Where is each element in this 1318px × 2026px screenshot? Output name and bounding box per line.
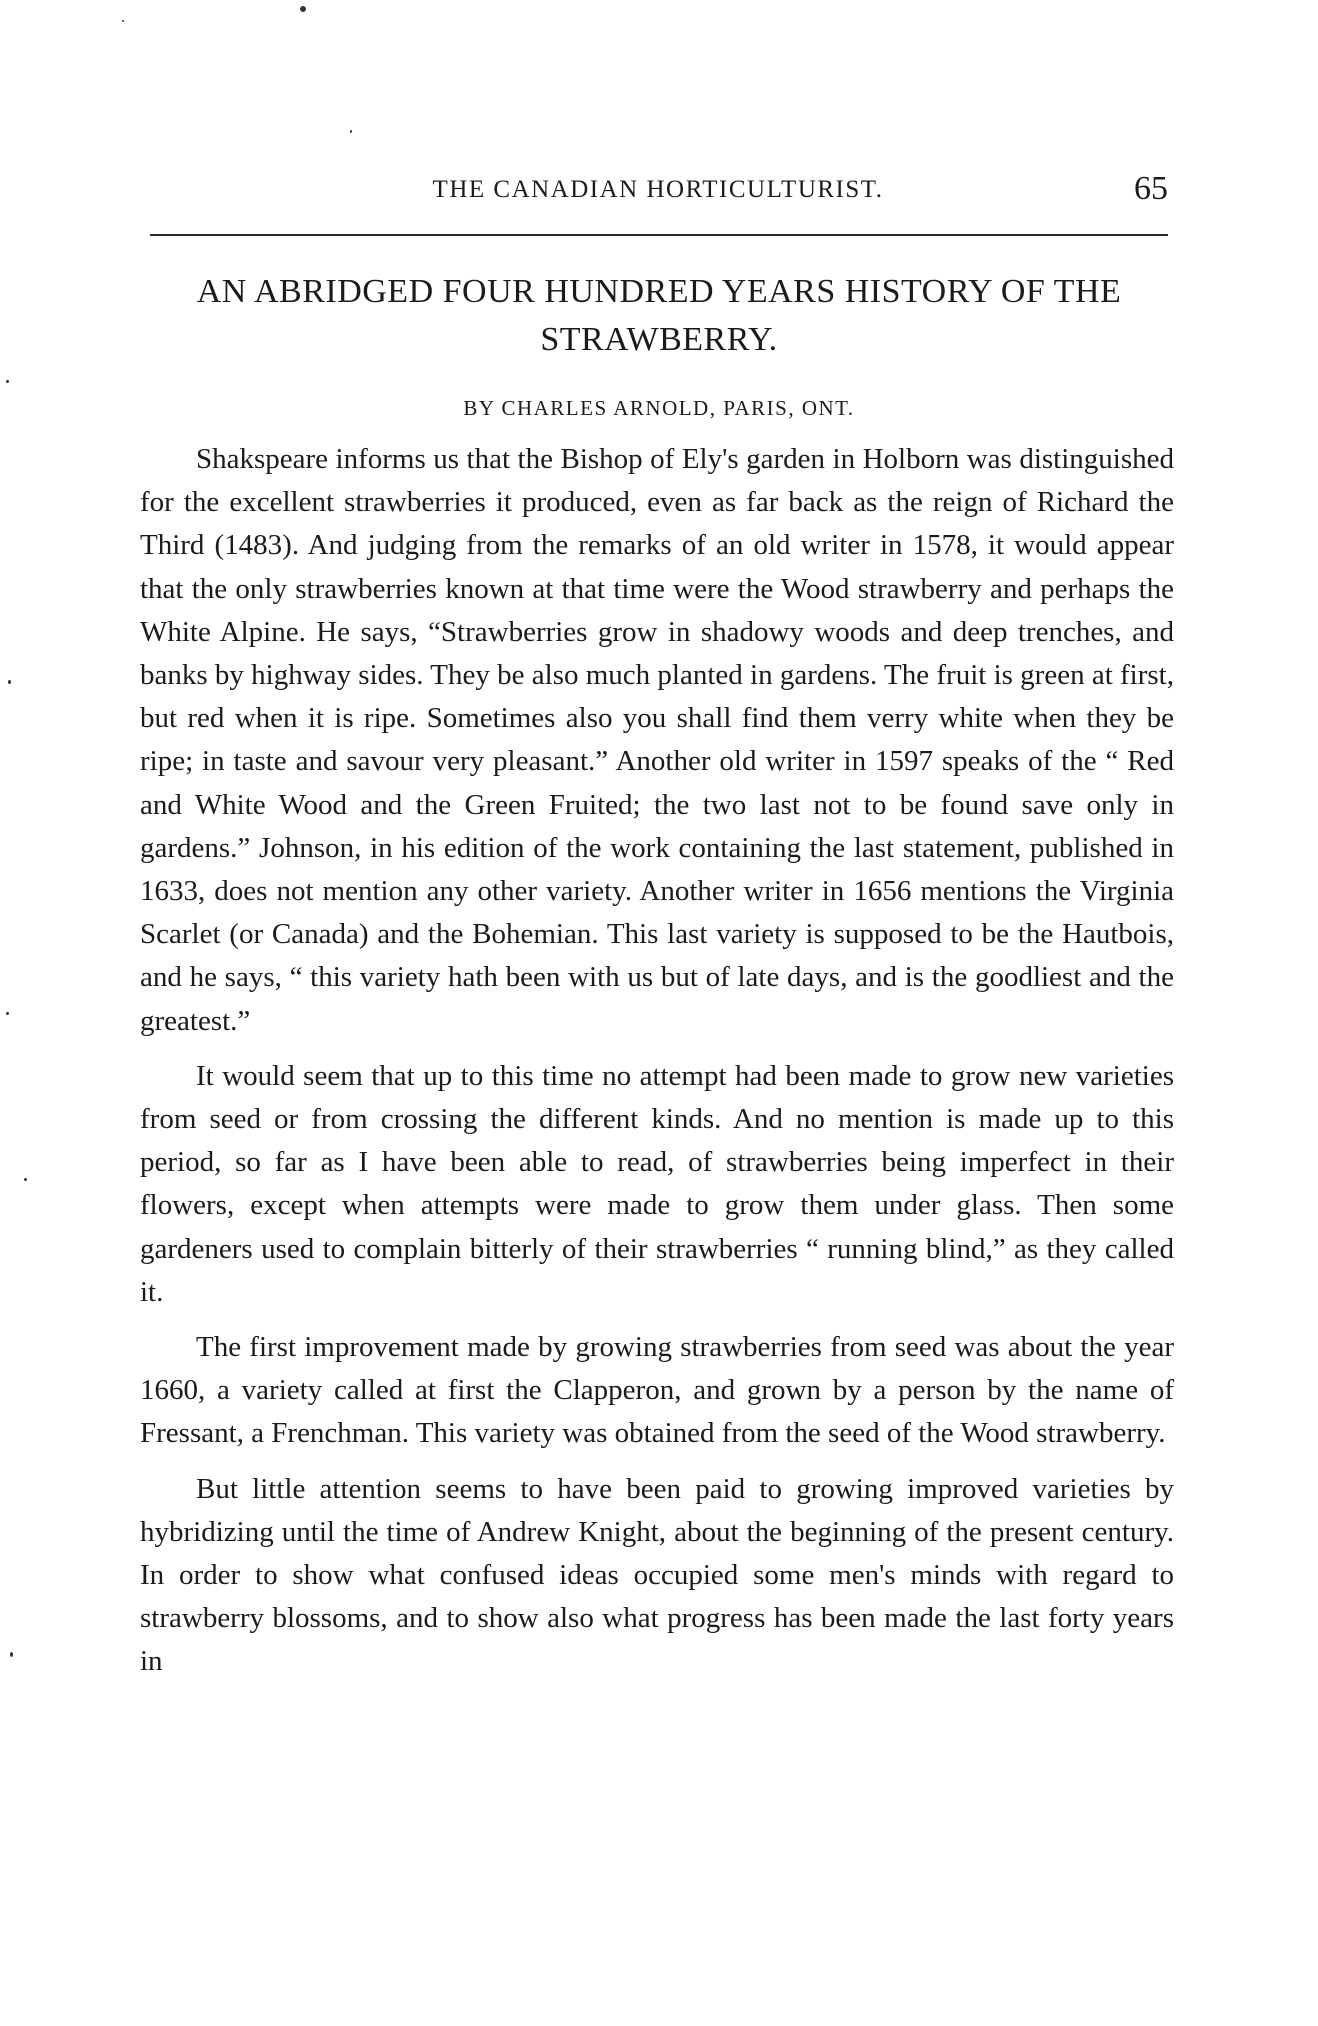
paragraph: The first improvement made by growing strawberries from seed was about the year 1660, a variety called at first the Clapperon, and grown by a person by the name of Fressant, a Frenchman. This variety was obtained from the seed of the Wood strawberry. xyxy=(140,1331,1174,1450)
article-byline: BY CHARLES ARNOLD, PARIS, ONT. xyxy=(463,396,855,420)
paragraph: But little attention seems to have been paid to growing improved varieties by hybridizing until the time of Andrew Knight, about the beginning of the present century. In order to show what confused ideas occupied some men's minds with regard to strawberry blossoms, and to show also what progress has been made the last forty years in xyxy=(140,1472,1174,1678)
paragraph: It would seem that up to this time no attempt had been made to grow new varieties from seed or from crossing the different kinds. And no mention is made up to this period, so far as I have been able to read, of strawberries being imperfect in their flowers, except when attempts were made to grow them under glass. Then some gardeners used to complain bitterly of their strawberries “ running blind,” as they called it. xyxy=(140,1059,1174,1308)
paragraph: Shakspeare informs us that the Bishop of Ely's garden in Holborn was distinguished for the excellent strawberries it produced, even as far back as the reign of Richard the Third (1483). And judging from the remarks of an old writer in 1578, it would appear that the only strawberries known at that time were the Wood strawberry and perhaps the White Alpine. He says, “Strawberries grow in shadowy woods and deep trenches, and banks by highway sides. They be also much planted in gardens. The fruit is green at first, but red when it is ripe. Sometimes also you shall find them verry white when they be ripe; in taste and savour very pleasant.” Another old writer in 1597 speaks of the “ Red and White Wood and the Green Fruited; the two last not to be found save only in gardens.” Johnson, in his edition of the work containing the last statement, published in 1633, does not mention any other variety. Another writer in 1656 mentions the Virginia Scarlet (or Canada) and the Bohemian. This last variety is supposed to be the Hautbois, and he says, “ this variety hath been with us but of late days, and is the goodliest and the greatest.” xyxy=(140,443,1174,1037)
article-body xyxy=(140,438,1174,1696)
header-rule xyxy=(150,234,1168,236)
running-title: THE CANADIAN HORTICULTURIST. xyxy=(432,176,884,203)
running-header xyxy=(148,170,1168,222)
page-number: 65 xyxy=(1134,170,1168,207)
article-title: AN ABRIDGED FOUR HUNDRED YEARS HISTORY OF THE STRAWBERRY. xyxy=(196,273,1122,358)
